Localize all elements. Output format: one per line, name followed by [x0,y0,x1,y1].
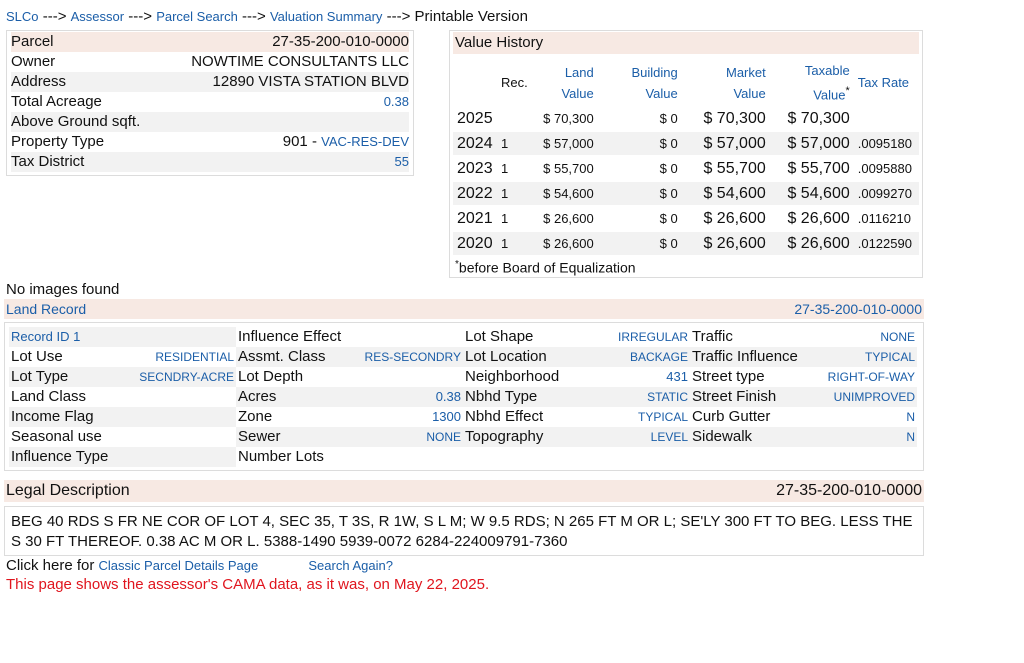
rec-cell: 1 [497,132,532,155]
parcel-summary [6,30,414,176]
owner-row [11,52,409,72]
tax-district-row [11,152,409,172]
value-history-footnote: *before Board of Equalization [455,259,636,276]
land-record-row [463,427,690,447]
land-record-row [690,347,917,367]
breadcrumb-separator: ---> [242,8,266,25]
breadcrumb [6,8,528,25]
rec-cell: 1 [497,182,532,205]
curb-gutter-label: Curb Gutter [692,408,771,425]
breadcrumb-link-parcel-search[interactable]: Parcel Search [156,9,238,24]
traffic-value: NONE [880,330,915,344]
header-rec: Rec. [501,75,528,91]
land-value-cell: $ 26,600 [543,211,594,227]
zone-value: 1300 [432,409,461,424]
header-market: Market Value [726,64,766,101]
traffic-influence-label: Traffic Influence [692,348,798,365]
legal-description-text: BEG 40 RDS S FR NE COR OF LOT 4, SEC 35, T 3S, R 1W, S L M; W 9.5 RDS; N 265 FT M OR L; SE'LY 300 FT TO BEG. LESS THE S 30 FT THEREOF. 0.38 AC M OR L. 5388-1490 5939-0072 6284-224009791-7360 [4,506,924,556]
land-record-title: Land Record [6,301,87,317]
assmt-class-value: RES-SECONDRY [364,350,461,364]
lot-depth-label: Lot Depth [238,368,304,385]
address-value: 12890 VISTA STATION BLVD [212,73,409,90]
value-history-header-row [453,60,919,105]
cama-disclaimer: This page shows the assessor's CAMA data, as it was, on May 22, 2025. [6,576,490,593]
parcel-number: 27-35-200-010-0000 [272,33,409,50]
tax-rate-cell: .0099270 [854,182,919,205]
land-value-cell: $ 55,700 [543,161,594,177]
lot-shape-label: Lot Shape [465,328,534,345]
assmt-class-label: Assmt. Class [238,348,326,365]
rec-cell: 1 [497,232,532,255]
acreage-label: Total Acreage [11,93,102,110]
neighborhood-value: 431 [666,369,688,384]
lot-type-label: Lot Type [11,368,69,385]
land-record-row [236,387,463,407]
influence-effect-label: Influence Effect [238,328,342,345]
building-value-cell: $ 0 [598,232,682,255]
value-history-title: Value History [453,32,919,54]
nbhd-type-value: STATIC [647,390,688,404]
seasonal-use-label: Seasonal use [11,428,102,445]
street-finish-value: UNIMPROVED [833,390,915,404]
year-cell: 2021 [457,209,493,227]
breadcrumb-separator: ---> [386,8,411,25]
property-type-link[interactable]: VAC-RES-DEV [321,134,409,149]
land-record-header [4,299,924,319]
breadcrumb-link-valuation-summary[interactable]: Valuation Summary [269,9,383,24]
land-record-column [236,327,463,466]
market-value-cell: $ 26,600 [682,232,770,255]
building-value-cell: $ 0 [598,182,682,205]
street-type-label: Street type [692,368,765,385]
lot-location-value: BACKAGE [629,350,688,364]
header-land: Land Value [561,64,594,101]
taxable-value-cell: $ 26,600 [787,209,850,227]
header-taxable: Taxable Value* [804,63,850,103]
nbhd-effect-label: Nbhd Effect [465,408,544,425]
land-value-cell: $ 70,300 [543,111,594,127]
acreage-value: 0.38 [383,94,409,109]
header-year [453,60,497,105]
land-record-row [690,367,917,387]
land-record-row [236,327,463,347]
property-type-row [11,132,409,152]
taxable-value-cell: $ 70,300 [787,109,850,127]
land-record-row [236,407,463,427]
zone-label: Zone [238,408,273,425]
land-record-row [236,447,463,467]
land-record-row [690,387,917,407]
land-record-panel [4,322,924,471]
sewer-value: NONE [426,430,461,444]
tax-rate-cell: .0095180 [854,132,919,155]
lot-use-label: Lot Use [11,348,63,365]
legal-description-parcel: 27-35-200-010-0000 [776,482,922,499]
search-again-link[interactable]: Search Again? [308,558,393,573]
land-record-parcel: 27-35-200-010-0000 [794,301,922,317]
traffic-label: Traffic [692,328,733,345]
year-cell: 2023 [457,159,493,177]
land-record-row [463,347,690,367]
market-value-cell: $ 55,700 [703,159,766,177]
land-record-row [236,427,463,447]
taxable-value-cell: $ 26,600 [770,232,854,255]
land-record-column [9,327,236,466]
acres-value: 0.38 [435,389,461,404]
traffic-influence-value: TYPICAL [864,350,915,364]
income-flag-label: Income Flag [11,408,94,425]
land-record-row [9,327,236,347]
land-record-column [463,327,690,466]
market-value-cell: $ 70,300 [703,109,766,127]
rec-cell: 1 [501,211,509,227]
land-record-column [690,327,917,466]
lot-location-label: Lot Location [465,348,547,365]
breadcrumb-separator: ---> [42,8,67,25]
lot-type-value: SECNDRY-ACRE [139,370,234,384]
building-value-cell: $ 0 [598,132,682,155]
land-value-cell: $ 54,600 [532,182,598,205]
land-value-cell: $ 26,600 [532,232,598,255]
taxable-value-cell: $ 57,000 [770,132,854,155]
value-history-row [453,107,919,130]
value-history-row [453,132,919,155]
sidewalk-label: Sidewalk [692,428,753,445]
topography-value: LEVEL [650,430,688,444]
sidewalk-value: N [906,430,915,444]
building-value-cell: $ 0 [659,161,678,177]
value-history-row [453,182,919,205]
year-cell: 2025 [457,109,493,127]
breadcrumb-separator: ---> [128,8,153,25]
land-record-row [690,427,917,447]
land-value-cell: $ 57,000 [532,132,598,155]
year-cell: 2022 [453,182,497,205]
breadcrumb-link-assessor[interactable]: Assessor [70,9,125,24]
property-type-label: Property Type [11,133,105,150]
taxable-value-cell: $ 54,600 [770,182,854,205]
land-record-row [463,407,690,427]
acreage-row [11,92,409,112]
neighborhood-label: Neighborhood [465,368,560,385]
lot-shape-value: IRREGULAR [617,330,688,344]
rec-cell: 1 [501,161,509,177]
market-value-cell: $ 54,600 [682,182,770,205]
number-lots-label: Number Lots [238,448,324,465]
no-images-message: No images found [6,281,120,298]
year-cell: 2020 [453,232,497,255]
land-record-row [9,367,236,387]
owner-value: NOWTIME CONSULTANTS LLC [191,53,409,70]
value-history-table [453,58,919,257]
legal-description-title: Legal Description [6,482,130,499]
tax-district-label: Tax District [11,153,85,170]
year-cell: 2024 [453,132,497,155]
land-record-row [690,327,917,347]
street-finish-label: Street Finish [692,388,777,405]
land-record-row [463,327,690,347]
above-ground-row [11,112,409,132]
sewer-label: Sewer [238,428,281,445]
tax-district-link[interactable]: 55 [394,154,409,169]
land-record-row [9,407,236,427]
land-record-row [9,427,236,447]
land-record-row [9,447,236,467]
topography-label: Topography [465,428,544,445]
rec-cell [497,107,532,130]
parcel-label: Parcel [11,33,54,50]
building-value-cell: $ 0 [659,211,678,227]
owner-label: Owner [11,53,56,70]
market-value-cell: $ 57,000 [682,132,770,155]
land-record-row [236,347,463,367]
tax-rate-cell: .0116210 [857,211,911,227]
header-tax-rate: Tax Rate [857,75,910,91]
breadcrumb-current: Printable Version [414,8,528,25]
land-record-row [9,387,236,407]
address-row [11,72,409,92]
property-type-value [283,132,409,152]
value-history-row [453,207,919,230]
building-value-cell: $ 0 [659,111,678,127]
land-record-row [463,367,690,387]
value-history-row [453,232,919,255]
legal-description-header [4,480,924,502]
property-type-code: 901 - [282,133,322,150]
land-class-label: Land Class [11,388,87,405]
record-id-label: Record ID 1 [11,329,81,344]
land-record-row [9,347,236,367]
classic-parcel-details-link[interactable]: Classic Parcel Details Page [98,558,259,573]
nbhd-effect-value: TYPICAL [637,410,688,424]
curb-gutter-value: N [906,410,915,424]
breadcrumb-link-slco[interactable]: SLCo [6,9,39,24]
land-record-row [463,387,690,407]
click-here-text: Click here for [6,557,95,574]
land-record-row [236,367,463,387]
tax-rate-cell [854,107,919,130]
land-record-row [690,407,917,427]
street-type-value: RIGHT-OF-WAY [827,370,915,384]
value-history-panel [449,30,923,278]
influence-type-label: Influence Type [11,448,109,465]
header-building: Building Value [631,64,678,101]
tax-rate-cell: .0095880 [857,161,912,177]
acres-label: Acres [238,388,277,405]
value-history-row [453,157,919,180]
nbhd-type-label: Nbhd Type [465,388,538,405]
taxable-value-cell: $ 55,700 [787,159,850,177]
footer-links [6,557,393,574]
market-value-cell: $ 26,600 [703,209,766,227]
above-ground-label: Above Ground sqft. [11,113,141,130]
parcel-row [11,32,409,52]
tax-rate-cell: .0122590 [854,232,919,255]
lot-use-value: RESIDENTIAL [155,350,234,364]
address-label: Address [11,73,67,90]
